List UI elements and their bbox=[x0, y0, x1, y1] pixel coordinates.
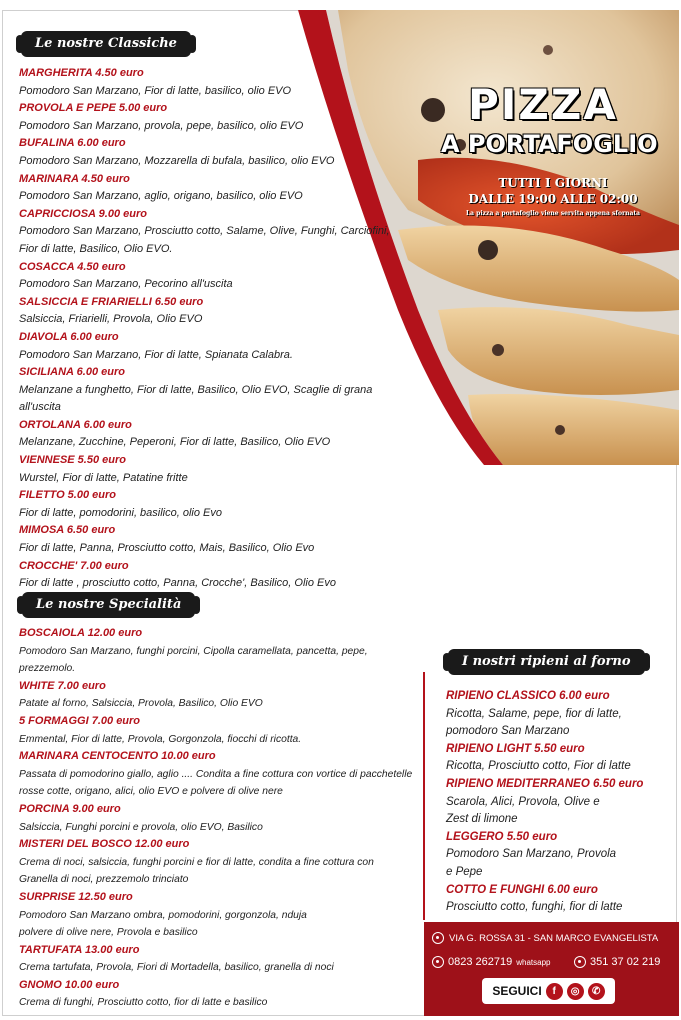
specialita-item bbox=[19, 977, 419, 1012]
specialita-item-description: Crema tartufata, Provola, Fiori di Mortadella, basilico, granella di noci bbox=[19, 962, 334, 974]
classica-item-description: Fior di latte, Panna, Prosciutto cotto, Mais, Basilico, Olio Evo bbox=[19, 542, 315, 555]
specialita-item bbox=[19, 713, 419, 748]
classica-item-name: FILETTO 5.00 euro bbox=[19, 489, 116, 502]
classica-item bbox=[19, 259, 399, 294]
classica-item-name: VIENNESE 5.50 euro bbox=[19, 454, 126, 467]
ripieno-item bbox=[446, 741, 678, 776]
classica-item-name: BUFALINA 6.00 euro bbox=[19, 137, 126, 150]
ripieno-item-name: RIPIENO LIGHT 5.50 euro bbox=[446, 742, 585, 755]
address-row bbox=[432, 932, 658, 944]
classica-item-description: Fior di latte, pomodorini, basilico, olio Evo bbox=[19, 506, 222, 519]
classica-item bbox=[19, 100, 399, 135]
ripieno-item-name: RIPIENO MEDITERRANEO 6.50 euro bbox=[446, 777, 644, 790]
classica-item-name: MARINARA 4.50 euro bbox=[19, 172, 130, 185]
specialita-item-description: Passata di pomodorino giallo, aglio .... Condita a fine cottura con vortice di pacchetelle rosse cotte, origano, alici, olio EVO e polvere di olive nere bbox=[19, 768, 413, 798]
phone-number-1: 0823 262719 bbox=[448, 956, 513, 968]
specialita-item-name: MARINARA CENTOCENTO 10.00 euro bbox=[19, 750, 216, 763]
classica-item-description: Melanzane, Zucchine, Peperoni, Fior di latte, Basilico, Olio EVO bbox=[19, 436, 331, 449]
follow-us-label: SEGUICI bbox=[492, 984, 542, 998]
classica-item-name: MARGHERITA 4.50 euro bbox=[19, 67, 144, 79]
specialita-item-name: PORCINA 9.00 euro bbox=[19, 802, 121, 815]
classica-item bbox=[19, 452, 399, 487]
classica-item bbox=[19, 522, 399, 557]
ripieno-item-description: Ricotta, Salame, pepe, fior di latte, pomodoro San Marzano bbox=[446, 707, 622, 738]
follow-us-box bbox=[482, 978, 615, 1004]
ripieno-item-name: COTTO E FUNGHI 6.00 euro bbox=[446, 883, 598, 896]
classica-item-name: SALSICCIA E FRIARIELLI 6.50 euro bbox=[19, 295, 204, 308]
classica-item bbox=[19, 487, 399, 522]
classica-item-description: Pomodoro San Marzano, provola, pepe, basilico, olio EVO bbox=[19, 119, 304, 132]
opening-days: TUTTI I GIORNI bbox=[498, 176, 608, 190]
specialita-item bbox=[19, 889, 419, 942]
opening-hours bbox=[458, 175, 648, 207]
hero-title: PIZZA bbox=[468, 80, 618, 129]
classica-item-description: Melanzane a funghetto, Fior di latte, Basilico, Olio EVO, Scaglie di grana all'uscita bbox=[19, 383, 373, 414]
classica-item-description: Pomodoro San Marzano, Pecorino all'uscita bbox=[19, 278, 233, 291]
classica-item-description: Pomodoro San Marzano, Prosciutto cotto, Salame, Olive, Funghi, Carciofini, Fior di latte, Basilico, Olio EVO. bbox=[19, 225, 390, 255]
specialita-item-name: WHITE 7.00 euro bbox=[19, 679, 106, 692]
specialita-item bbox=[19, 801, 419, 836]
facebook-icon[interactable]: f bbox=[546, 983, 563, 1000]
classica-item-name: DIAVOLA 6.00 euro bbox=[19, 330, 119, 343]
classica-item-description: Pomodoro San Marzano, Mozzarella di bufala, basilico, olio EVO bbox=[19, 154, 335, 167]
contact-footer bbox=[424, 922, 679, 1016]
ripieno-item-description: Pomodoro San Marzano, Provola e Pepe bbox=[446, 848, 617, 878]
specialita-item-description: Crema di funghi, Prosciutto cotto, fior di latte e basilico bbox=[19, 997, 268, 1009]
ripieno-item-name: LEGGERO 5.50 euro bbox=[446, 830, 558, 843]
ripieno-item-name: RIPIENO CLASSICO 6.00 euro bbox=[446, 690, 610, 702]
classica-item-name: MIMOSA 6.50 euro bbox=[19, 524, 116, 537]
ripieno-item-description: Prosciutto cotto, funghi, fior di latte bbox=[446, 901, 623, 914]
classica-item-name: ORTOLANA 6.00 euro bbox=[19, 418, 132, 431]
ripieno-item-description: Ricotta, Prosciutto cotto, Fior di latte bbox=[446, 760, 631, 773]
classica-item bbox=[19, 135, 399, 170]
specialita-item-name: GNOMO 10.00 euro bbox=[19, 978, 120, 991]
section-header-classiche: Le nostre Classiche bbox=[21, 31, 191, 57]
instagram-icon[interactable]: ◎ bbox=[567, 983, 584, 1000]
ripieno-item-description: Scarola, Alici, Provola, Olive e Zest di limone bbox=[446, 795, 600, 826]
classica-item bbox=[19, 364, 399, 417]
section-header-ripieni: I nostri ripieni al forno bbox=[448, 649, 645, 675]
classica-item bbox=[19, 65, 399, 100]
classica-item-name: CROCCHE' 7.00 euro bbox=[19, 559, 129, 572]
menu-list-specialita bbox=[19, 625, 419, 1012]
specialita-item bbox=[19, 836, 419, 889]
phone-row-2[interactable] bbox=[574, 956, 660, 968]
specialita-item bbox=[19, 748, 419, 801]
ripieno-item bbox=[446, 882, 678, 917]
classica-item-name: PROVOLA E PEPE 5.00 euro bbox=[19, 102, 168, 115]
classica-item-description: Pomodoro San Marzano, Fior di latte, basilico, olio EVO bbox=[19, 84, 292, 97]
phone-number-2: 351 37 02 219 bbox=[590, 956, 661, 968]
specialita-item bbox=[19, 625, 419, 678]
address-text: VIA G. ROSSA 31 - SAN MARCO EVANGELISTA bbox=[449, 932, 659, 944]
opening-time: DALLE 19:00 ALLE 02:00 bbox=[468, 192, 638, 206]
whatsapp-icon[interactable]: ✆ bbox=[588, 983, 605, 1000]
phone-row-1[interactable] bbox=[432, 956, 550, 968]
classica-item-description: Salsiccia, Friarielli, Provola, Olio EVO bbox=[19, 313, 203, 326]
specialita-item bbox=[19, 942, 419, 977]
menu-list-classiche bbox=[19, 65, 399, 593]
specialita-item-description: Pomodoro San Marzano, funghi porcini, Cipolla caramellata, pancetta, pepe, prezzemolo. bbox=[19, 645, 368, 675]
classica-item-name: CAPRICCIOSA 9.00 euro bbox=[19, 207, 147, 220]
ripieno-item bbox=[446, 829, 678, 882]
menu-list-ripieni bbox=[446, 688, 678, 917]
specialita-item-name: 5 FORMAGGI 7.00 euro bbox=[19, 714, 141, 727]
ripieno-item bbox=[446, 688, 678, 741]
classica-item bbox=[19, 417, 399, 452]
specialita-item-name: MISTERI DEL BOSCO 12.00 euro bbox=[19, 838, 190, 851]
whatsapp-icon bbox=[432, 956, 444, 968]
specialita-item-description: Patate al forno, Salsiccia, Provola, Basilico, Olio EVO bbox=[19, 698, 263, 710]
classica-item bbox=[19, 294, 399, 329]
classica-item bbox=[19, 206, 399, 259]
ripieni-divider bbox=[423, 672, 425, 920]
classica-item-description: Wurstel, Fior di latte, Patatine fritte bbox=[19, 471, 188, 484]
specialita-item bbox=[19, 678, 419, 713]
hero-note: La pizza a portafoglio viene servita appena sfornata bbox=[465, 210, 641, 217]
classica-item bbox=[19, 171, 399, 206]
specialita-item-name: SURPRISE 12.50 euro bbox=[19, 890, 133, 903]
specialita-item-description: Crema di noci, salsiccia, funghi porcini e fior di latte, condita a fine cottura con Granella di noci, prezzemolo trinciato bbox=[19, 856, 374, 886]
specialita-item-name: TARTUFATA 13.00 euro bbox=[19, 943, 140, 956]
specialita-item-description: Salsiccia, Funghi porcini e provola, olio EVO, Basilico bbox=[19, 821, 263, 833]
section-header-specialita: Le nostre Specialità bbox=[22, 592, 195, 618]
hero-subtitle: A PORTAFOGLIO bbox=[441, 130, 658, 158]
specialita-item-description: Emmental, Fior di latte, Provola, Gorgonzola, fiocchi di ricotta. bbox=[19, 733, 302, 745]
specialita-item-name: BOSCAIOLA 12.00 euro bbox=[19, 627, 143, 639]
classica-item-description: Pomodoro San Marzano, Fior di latte, Spianata Calabra. bbox=[19, 348, 293, 361]
phone-1-label: whatsapp bbox=[516, 957, 551, 967]
specialita-item-description: Pomodoro San Marzano ombra, pomodorini, gorgonzola, nduja polvere di olive nere, Provola e basilico bbox=[19, 909, 307, 939]
classica-item bbox=[19, 558, 399, 593]
classica-item-name: COSACCA 4.50 euro bbox=[19, 260, 126, 273]
classica-item-description: Fior di latte , prosciutto cotto, Panna, Crocche', Basilico, Olio Evo bbox=[19, 577, 336, 590]
ripieno-item bbox=[446, 776, 678, 829]
classica-item-name: SICILIANA 6.00 euro bbox=[19, 366, 125, 379]
whatsapp-icon bbox=[574, 956, 586, 968]
classica-item bbox=[19, 329, 399, 364]
location-pin-icon bbox=[432, 932, 444, 944]
classica-item-description: Pomodoro San Marzano, aglio, origano, basilico, olio EVO bbox=[19, 190, 303, 203]
